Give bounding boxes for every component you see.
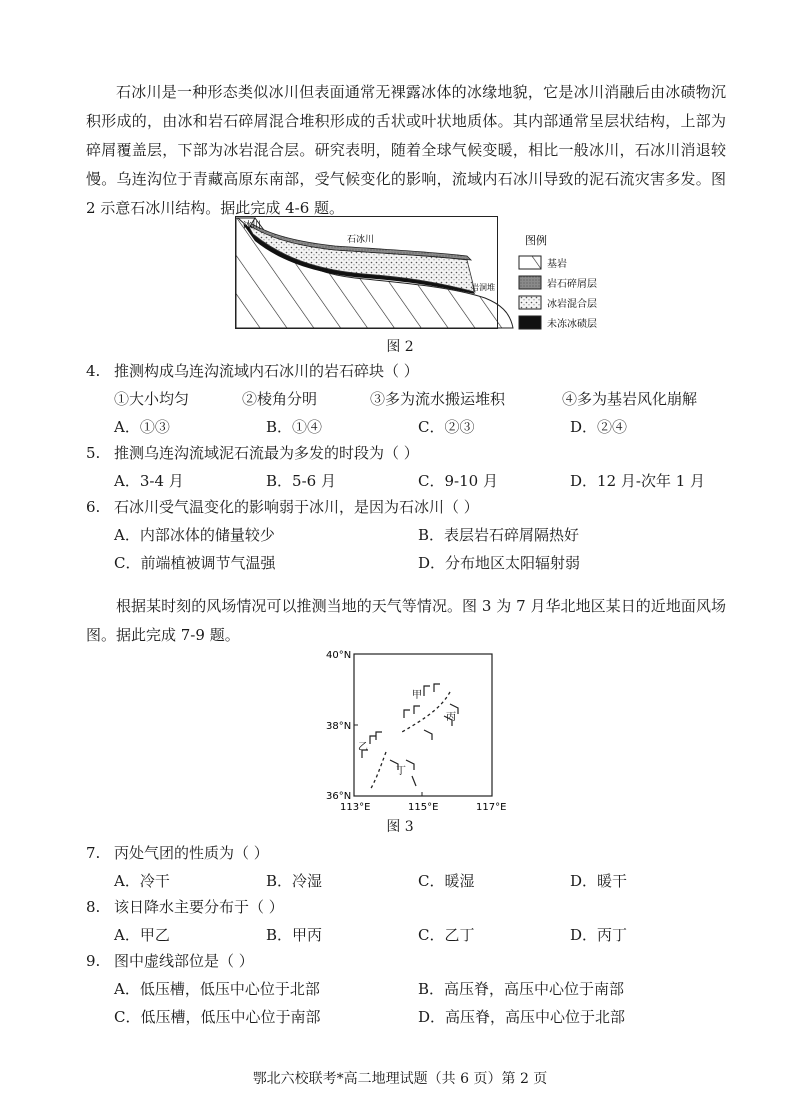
trough-line-north [402,692,450,732]
question-4-number: 4. [86,362,101,380]
lon-label-115e: 115°E [408,802,439,813]
passage-wind-field-text: 根据某时刻的风场情况可以推测当地的天气等情况。图 3 为 7 月华北地区某日的近地面风场图。据此完成 7-9 题。 [86,597,726,644]
lat-label-36n: 36°N [326,791,352,802]
legend-swatch-ice-rock [519,296,541,309]
question-5 [86,442,736,494]
question-6-number: 6. [86,498,101,516]
q4-item-4: ④多为基岩风化崩解 [562,390,698,408]
passage-rock-glacier-text: 石冰川是一种形态类似冰川但表面通常无裸露冰体的冰缘地貌，它是冰川消融后由冰碛物沉积形成的，由冰和岩石碎屑混合堆积形成的舌状或叶状地质体。其内部通常呈层状结构，上部为碎屑覆盖层，下部为冰岩混合层。研究表明，随着全球气候变暖，相比一般冰川，石冰川消退较慢。乌连沟位于青藏高原东南部，受气候变化的影响，流域内石冰川导致的泥石流灾害多发。图 2 示意石冰川结构。据此完成 4-6 题。 [86,83,726,217]
q6-option-d[interactable]: D．分布地区太阳辐射弱 [418,554,581,572]
q5-option-b[interactable]: B．5-6 月 [266,472,336,490]
figure-2 [235,216,625,344]
q9-option-c[interactable]: C．低压槽，低压中心位于南部 [114,1008,321,1026]
q4-item-2: ②棱角分明 [242,390,318,408]
wind-barbs [362,684,458,786]
legend-ice-rock: 冰岩混合层 [547,299,597,310]
q4-item-1: ①大小均匀 [114,390,190,408]
question-4 [86,360,736,440]
point-yi: 乙 [358,742,368,753]
barb-north-1 [404,710,410,718]
legend-swatch-bedrock [519,256,541,269]
label-rock-glacier: 石冰川 [347,235,375,245]
barb-yi-1 [370,736,376,744]
legend-title: 图例 [525,234,547,247]
legend-swatch-debris [519,276,541,289]
page-footer: 鄂北六校联考*高二地理试题（共 6 页）第 2 页 [252,1071,548,1087]
q7-option-a[interactable]: A．冷干 [114,872,170,890]
barb-north-2 [414,706,420,714]
barb-east-1 [424,730,432,740]
q5-option-a[interactable]: A．3-4 月 [114,472,184,490]
question-8-stem: 该日降水主要分布于（ ） [114,898,284,916]
q8-option-a[interactable]: A．甲乙 [114,926,170,944]
point-ding: 丁 [396,766,406,777]
q7-option-b[interactable]: B．冷湿 [266,872,323,890]
q4-option-c[interactable]: C．②③ [418,418,475,436]
question-9 [86,950,736,1030]
q4-option-a[interactable]: A．①③ [114,418,170,436]
rock-glacier-diagram [235,216,625,344]
lat-label-40n: 40°N [326,650,352,661]
figure-2-caption: 图 2 [386,339,414,355]
lon-label-117e: 117°E [476,802,507,813]
barb-jia-1 [424,686,430,696]
barb-ding-3 [412,776,416,786]
q4-option-b[interactable]: B．①④ [266,418,323,436]
question-4-stem: 推测构成乌连沟流域内石冰川的岩石碎块（ ） [114,362,419,380]
question-8-number: 8. [86,898,101,916]
question-9-number: 9. [86,952,101,970]
q8-option-b[interactable]: B．甲丙 [266,926,323,944]
q4-item-3: ③多为流水搬运堆积 [370,390,506,408]
wind-field-map [326,648,516,816]
barb-jia-2 [434,684,440,692]
legend-swatch-till [519,316,541,329]
trough-line-south [370,752,386,790]
q9-option-a[interactable]: A．低压槽，低压中心位于北部 [114,980,320,998]
point-bing: 丙 [446,712,456,723]
legend-bedrock: 基岩 [547,259,567,270]
question-5-number: 5. [86,444,101,462]
legend-till: 未冻冰碛层 [547,319,597,330]
q6-option-c[interactable]: C．前端植被调节气温强 [114,554,276,572]
q5-option-c[interactable]: C．9-10 月 [418,472,498,490]
figure-3-caption: 图 3 [386,819,414,835]
q7-option-d[interactable]: D．暖干 [570,872,628,890]
map-frame [354,654,492,796]
question-6 [86,496,736,576]
question-6-stem: 石冰川受气温变化的影响弱于冰川，是因为石冰川（ ） [114,498,479,516]
question-8 [86,896,736,948]
question-7-stem: 丙处气团的性质为（ ） [114,844,269,862]
question-5-stem: 推测乌连沟流域泥石流最为多发的时段为（ ） [114,444,419,462]
point-jia: 甲 [412,690,422,701]
legend-debris: 岩石碎屑层 [547,279,597,290]
q4-option-d[interactable]: D．②④ [570,418,628,436]
question-7 [86,842,736,894]
barb-yi-2 [376,732,382,740]
label-cave: 岩洞堆 [471,283,495,292]
q6-option-b[interactable]: B．表层岩石碎屑隔热好 [418,526,580,544]
q8-option-d[interactable]: D．丙丁 [570,926,628,944]
q6-option-a[interactable]: A．内部冰体的储量较少 [114,526,275,544]
figure-3 [326,648,516,816]
q5-option-d[interactable]: D．12 月-次年 1 月 [570,472,706,490]
q7-option-c[interactable]: C．暖湿 [418,872,475,890]
barb-ding-2 [406,760,414,770]
passage-rock-glacier [86,78,726,223]
lat-label-38n: 38°N [326,721,352,732]
label-glacier: 冰川 [243,221,262,231]
question-7-number: 7. [86,844,101,862]
q9-option-d[interactable]: D．高压脊，高压中心位于北部 [418,1008,626,1026]
lon-label-113e: 113°E [340,802,371,813]
q9-option-b[interactable]: B．高压脊，高压中心位于南部 [418,980,625,998]
q8-option-c[interactable]: C．乙丁 [418,926,475,944]
passage-wind-field [86,592,726,650]
question-9-stem: 图中虚线部位是（ ） [114,952,254,970]
